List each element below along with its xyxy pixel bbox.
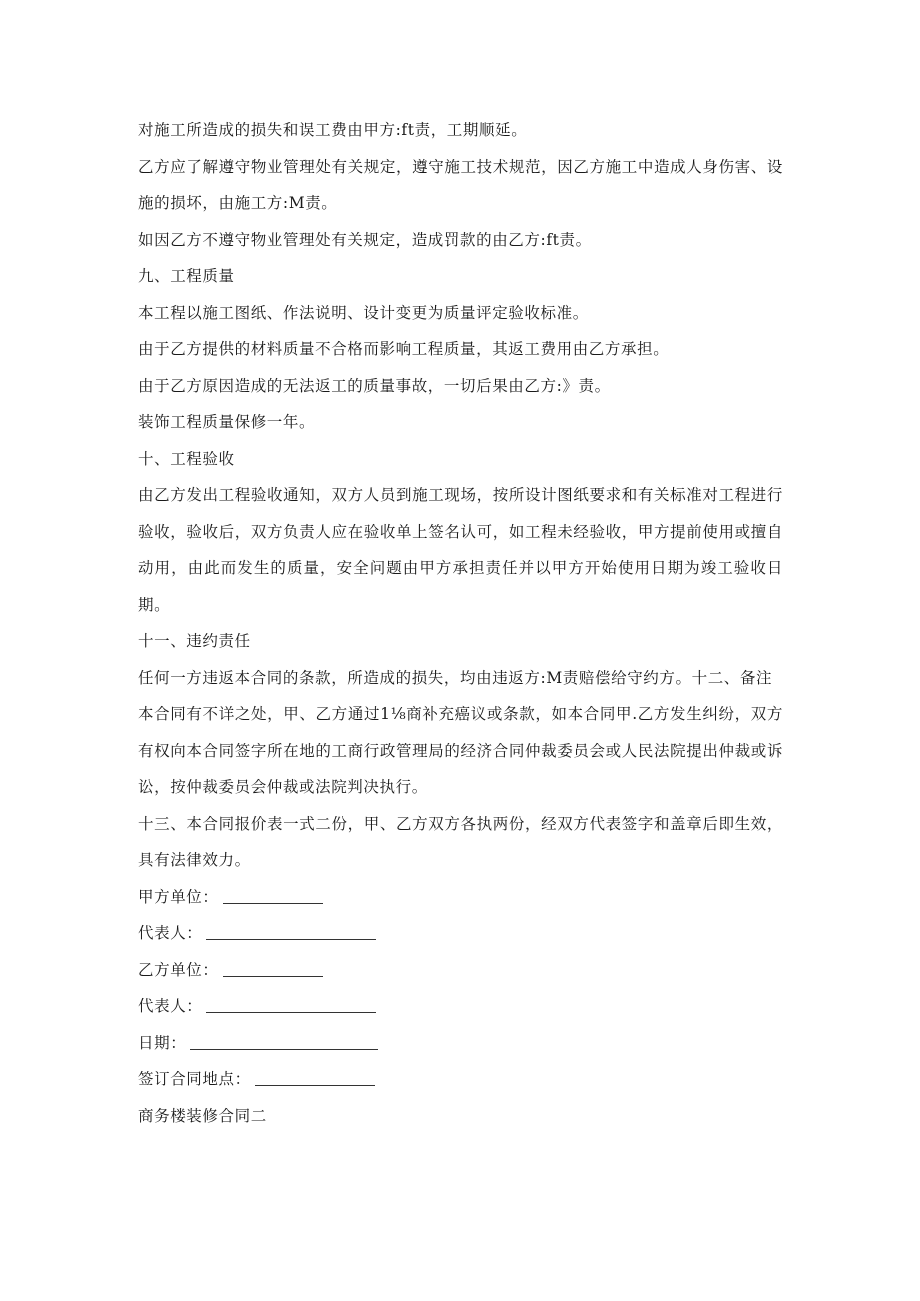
contract-body — [138, 112, 783, 1134]
party-b-rep-row — [138, 988, 783, 1025]
date-row — [138, 1025, 783, 1062]
sign-place-blank — [255, 1067, 375, 1086]
section-heading-breach: 十一、违约责任 — [138, 632, 251, 650]
party-b-rep-label: 代表人： — [138, 997, 203, 1015]
party-b-rep-blank — [206, 994, 376, 1013]
party-a-unit-label: 甲方单位： — [138, 887, 219, 906]
clause-quality-accident: 由于乙方原因造成的无法返工的质量事故，一切后果由乙方:》责。 — [138, 376, 611, 395]
party-a-rep-blank — [206, 921, 376, 940]
clause-copies: 十三、本合同报价表一式二份，甲、乙方双方各执两份，经双方代表签字和盖章后即生效，具有法律效力。 — [138, 814, 783, 869]
clause-quality-standard: 本工程以施工图纸、作法说明、设计变更为质量评定验收标准。 — [138, 303, 589, 322]
date-blank — [190, 1031, 378, 1050]
party-a-unit-blank — [223, 885, 323, 904]
next-contract-title: 商务楼装修合同二 — [138, 1106, 267, 1125]
clause-warranty: 装饰工程质量保修一年。 — [138, 413, 316, 431]
party-a-rep-row — [138, 915, 783, 952]
party-a-unit-row — [138, 879, 783, 916]
section-heading-acceptance: 十、工程验收 — [138, 449, 235, 468]
party-b-unit-label: 乙方单位： — [138, 960, 219, 979]
clause-disputes: 本合同有不详之处，甲、乙方通过1⅛商补充癌议或条款，如本合同甲.乙方发生纠纷，双方有权向本合同签字所在地的工商行政管理局的经济合同仲裁委员会或人民法院提出仲裁或诉讼，按仲裁委员会仲裁或法院判决执行。 — [138, 705, 783, 796]
clause-fines: 如因乙方不遵守物业管理处有关规定，造成罚款的由乙方:ft责。 — [138, 230, 592, 249]
date-label: 日期： — [138, 1033, 187, 1052]
clause-material-quality: 由于乙方提供的材料质量不合格而影响工程质量，其返工费用由乙方承担。 — [138, 340, 670, 358]
clause-breach: 任何一方违返本合同的条款，所造成的损失，均由违返方:M责赔偿给守约方。十二、备注 — [138, 668, 773, 687]
clause-delay-liability: 对施工所造成的损失和误工费由甲方:ft责，工期顺延。 — [138, 121, 528, 139]
party-b-unit-blank — [223, 958, 323, 977]
section-heading-quality: 九、工程质量 — [138, 267, 235, 285]
sign-place-row — [138, 1061, 783, 1098]
party-b-unit-row — [138, 952, 783, 989]
clause-acceptance: 由乙方发出工程验收通知，双方人员到施工现场，按所设计图纸要求和有关标准对工程进行验收，验收后，双方负责人应在验收单上签名认可，如工程未经验收，甲方提前使用或擅自动用，由此而发生的质量，安全问题由甲方承担责任并以甲方开始使用日期为竣工验收日期。 — [138, 486, 783, 614]
clause-property-rules: 乙方应了解遵守物业管理处有关规定，遵守施工技术规范，因乙方施工中造成人身伤害、设施的损坏，由施工方:M责。 — [138, 157, 783, 212]
party-a-rep-label: 代表人： — [138, 924, 203, 942]
sign-place-label: 签订合同地点： — [138, 1070, 251, 1088]
